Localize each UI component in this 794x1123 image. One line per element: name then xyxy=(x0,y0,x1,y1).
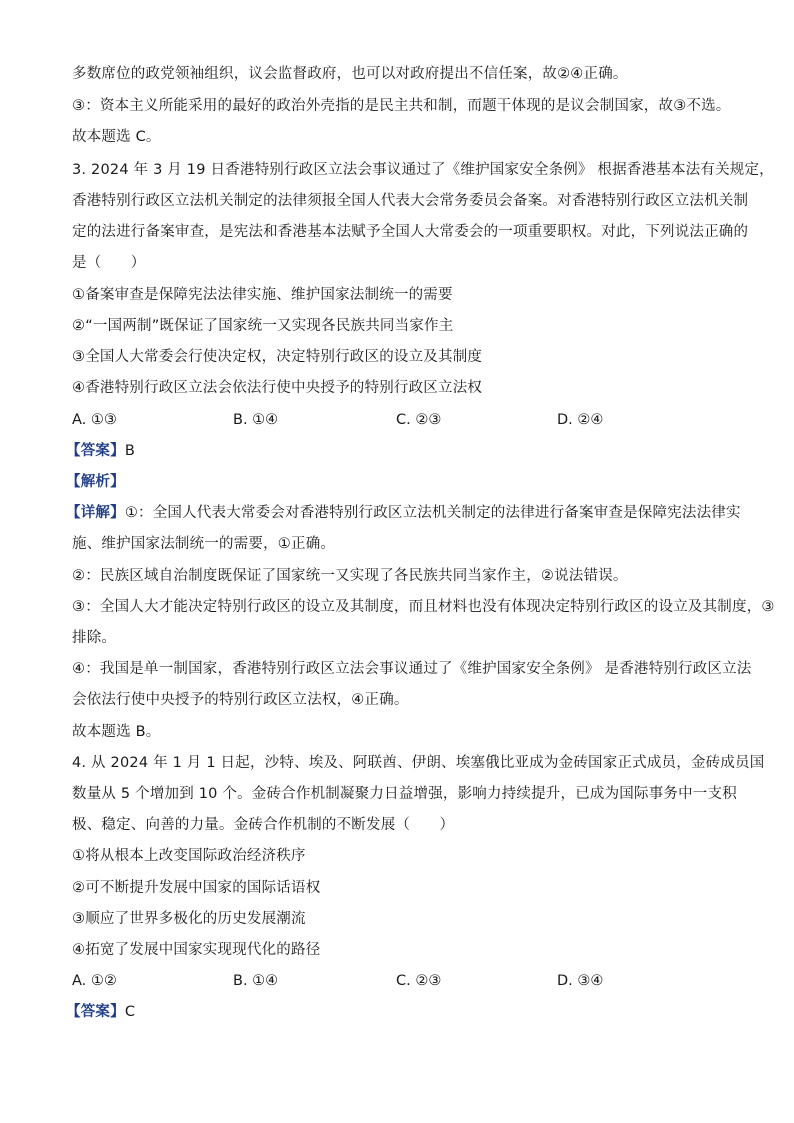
answer-value: C xyxy=(124,1004,136,1020)
detail-text: 施、维护国家法制统一的需要，①正确。 xyxy=(72,536,336,552)
question-4-statement: ①将从根本上改变国际政治经济秩序 xyxy=(72,848,306,864)
detail-text: ②：民族区域自治制度既保证了国家统一又实现了各民族共同当家作主，②说法错误。 xyxy=(72,568,628,584)
q4-option-a: A. ①② xyxy=(72,973,117,989)
question-4-statement: ②可不断提升发展中国家的国际话语权 xyxy=(72,880,321,896)
question-4-stem: 极、稳定、向善的力量。金砖合作机制的不断发展（ ） xyxy=(72,817,455,833)
q3-answer xyxy=(66,441,734,461)
detail-text: 排除。 xyxy=(72,630,117,646)
question-3-stem: 是（ ） xyxy=(72,255,146,271)
detail-text: 故本题选 B。 xyxy=(72,724,161,740)
question-4-stem: 4. 从 2024 年 1 月 1 日起，沙特、埃及、阿联酋、伊朗、埃塞俄比亚成为金砖国家正式成员，金砖成员国 xyxy=(72,755,765,771)
question-3-stem: 定的法进行备案审查，是宪法和香港基本法赋予全国人大常委会的一项重要职权。对此，下列说法正确的 xyxy=(72,224,749,240)
q3-analysis xyxy=(66,472,734,492)
detail-text: 会依法行使中央授予的特别行政区立法权，④正确。 xyxy=(72,692,409,708)
q4-option-c: C. ②③ xyxy=(396,973,442,989)
answer-value: B xyxy=(124,443,135,459)
q3-detail xyxy=(66,503,741,523)
q4-option-b: B. ①④ xyxy=(233,973,279,989)
question-3-stem: 香港特别行政区立法机关制定的法律须报全国人代表大会常务委员会备案。对香港特别行政区立法机关制 xyxy=(72,193,749,209)
text-line: 多数席位的政党领袖组织，议会监督政府，也可以对政府提出不信任案，故②④正确。 xyxy=(72,66,628,82)
text-line: 故本题选 C。 xyxy=(72,129,161,145)
question-3-stem: 3. 2024 年 3 月 19 日香港特别行政区立法会事议通过了《维护国家安全条例》 根据香港基本法有关规定， xyxy=(72,162,774,178)
question-3-statement: ③全国人大常委会行使决定权，决定特别行政区的设立及其制度 xyxy=(72,349,483,365)
detail-text: ③：全国人大才能决定特别行政区的设立及其制度，而且材料也没有体现决定特别行政区的设立及其制度，③ xyxy=(72,599,775,615)
question-4-statement: ③顺应了世界多极化的历史发展潮流 xyxy=(72,911,306,927)
question-4-stem: 数量从 5 个增加到 10 个。金砖合作机制凝聚力日益增强，影响力持续提升，已成为国际事务中一支积 xyxy=(72,786,737,802)
q4-answer xyxy=(66,1002,734,1022)
q3-option-d: D. ②④ xyxy=(557,412,604,428)
question-3-statement: ②“一国两制”既保证了国家统一又实现各民族共同当家作主 xyxy=(72,318,454,334)
q3-option-c: C. ②③ xyxy=(396,412,442,428)
question-4-statement: ④拓宽了发展中国家实现现代化的路径 xyxy=(72,942,321,958)
text-line: ③：资本主义所能采用的最好的政治外壳指的是民主共和制，而题干体现的是议会制国家，故③不选。 xyxy=(72,98,731,114)
answer-label: 【答案】 xyxy=(66,1004,125,1020)
question-3-statement: ①备案审查是保障宪法法律实施、维护国家法制统一的需要 xyxy=(72,287,453,303)
answer-label: 【答案】 xyxy=(66,443,125,459)
q3-option-b: B. ①④ xyxy=(233,412,279,428)
detail-label: 【详解】 xyxy=(66,505,125,521)
detail-text: ④：我国是单一制国家，香港特别行政区立法会事议通过了《维护国家安全条例》 是香港特别行政区立法 xyxy=(72,661,752,677)
q3-option-a: A. ①③ xyxy=(72,412,117,428)
analysis-label: 【解析】 xyxy=(66,474,125,490)
detail-text: ①：全国人代表大常委会对香港特别行政区立法机关制定的法律进行备案审查是保障宪法法律实 xyxy=(124,505,741,521)
q4-option-d: D. ③④ xyxy=(557,973,604,989)
question-3-statement: ④香港特别行政区立法会依法行使中央授予的特别行政区立法权 xyxy=(72,380,483,396)
